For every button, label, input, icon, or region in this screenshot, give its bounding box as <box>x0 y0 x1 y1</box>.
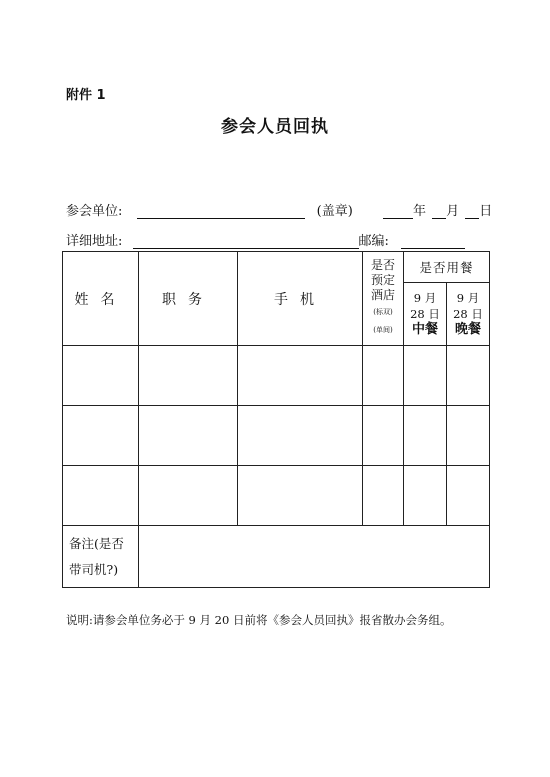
seal-label: (盖章) <box>316 204 353 219</box>
dinner-day: 28 日 <box>453 307 483 321</box>
lunch-cell[interactable] <box>404 346 447 406</box>
lunch-cell[interactable] <box>404 466 447 526</box>
page-title: 参会人员回执 <box>221 117 329 137</box>
phone-cell[interactable] <box>238 346 363 406</box>
postcode-field[interactable] <box>401 235 465 249</box>
hotel-single-room: (单间) <box>373 326 393 334</box>
remark-row <box>63 526 490 588</box>
phone-cell[interactable] <box>238 466 363 526</box>
footer-note: 说明:请参会单位务必于 9 月 20 日前将《参会人员回执》报省散办会务组。 <box>66 613 452 627</box>
header-meal: 是否用餐 <box>404 252 490 283</box>
unit-row <box>66 200 492 219</box>
hotel-cell[interactable] <box>363 466 404 526</box>
hotel-line-2: 预定 <box>370 273 395 287</box>
hotel-line-3: 酒店 <box>370 288 395 302</box>
remark-line-1: 备注(是否 <box>69 535 124 551</box>
dinner-month: 9 月 <box>456 291 480 305</box>
year-field[interactable] <box>383 205 413 219</box>
lunch-label: 中餐 <box>411 322 438 337</box>
unit-field[interactable] <box>137 205 305 219</box>
header-name: 姓名 <box>63 252 139 346</box>
header-hotel <box>363 252 404 346</box>
position-cell[interactable] <box>139 346 238 406</box>
month-field[interactable] <box>432 205 446 219</box>
address-label: 详细地址: <box>66 234 123 249</box>
remark-line-2: 带司机?) <box>69 561 119 577</box>
table-row <box>63 406 490 466</box>
lunch-day: 28 日 <box>410 307 440 321</box>
hotel-cell[interactable] <box>363 346 404 406</box>
dinner-cell[interactable] <box>447 466 490 526</box>
address-row <box>66 230 465 249</box>
table-row <box>63 346 490 406</box>
lunch-cell[interactable] <box>404 406 447 466</box>
phone-cell[interactable] <box>238 406 363 466</box>
lunch-month: 9 月 <box>413 291 437 305</box>
table-row <box>63 466 490 526</box>
header-lunch <box>404 283 447 346</box>
attachment-label: 附件 1 <box>66 88 106 103</box>
hotel-line-1: 是否 <box>370 258 395 272</box>
dinner-label: 晚餐 <box>455 322 482 337</box>
dinner-cell[interactable] <box>447 406 490 466</box>
hotel-cell[interactable] <box>363 406 404 466</box>
position-cell[interactable] <box>139 466 238 526</box>
header-dinner <box>447 283 490 346</box>
position-cell[interactable] <box>139 406 238 466</box>
roster-table <box>62 251 490 588</box>
month-label: 月 <box>446 204 460 219</box>
header-position: 职务 <box>139 252 238 346</box>
day-field[interactable] <box>465 205 479 219</box>
remark-field[interactable] <box>139 526 490 588</box>
name-cell[interactable] <box>63 406 139 466</box>
address-field[interactable] <box>133 235 359 249</box>
dinner-cell[interactable] <box>447 346 490 406</box>
name-cell[interactable] <box>63 466 139 526</box>
name-cell[interactable] <box>63 346 139 406</box>
unit-label: 参会单位: <box>66 204 123 219</box>
year-label: 年 <box>412 204 426 219</box>
remark-label <box>63 526 139 588</box>
hotel-standard-double: (标双) <box>373 308 393 316</box>
postcode-label: 邮编: <box>358 234 389 249</box>
day-label: 日 <box>479 204 493 219</box>
header-phone: 手机 <box>238 252 363 346</box>
